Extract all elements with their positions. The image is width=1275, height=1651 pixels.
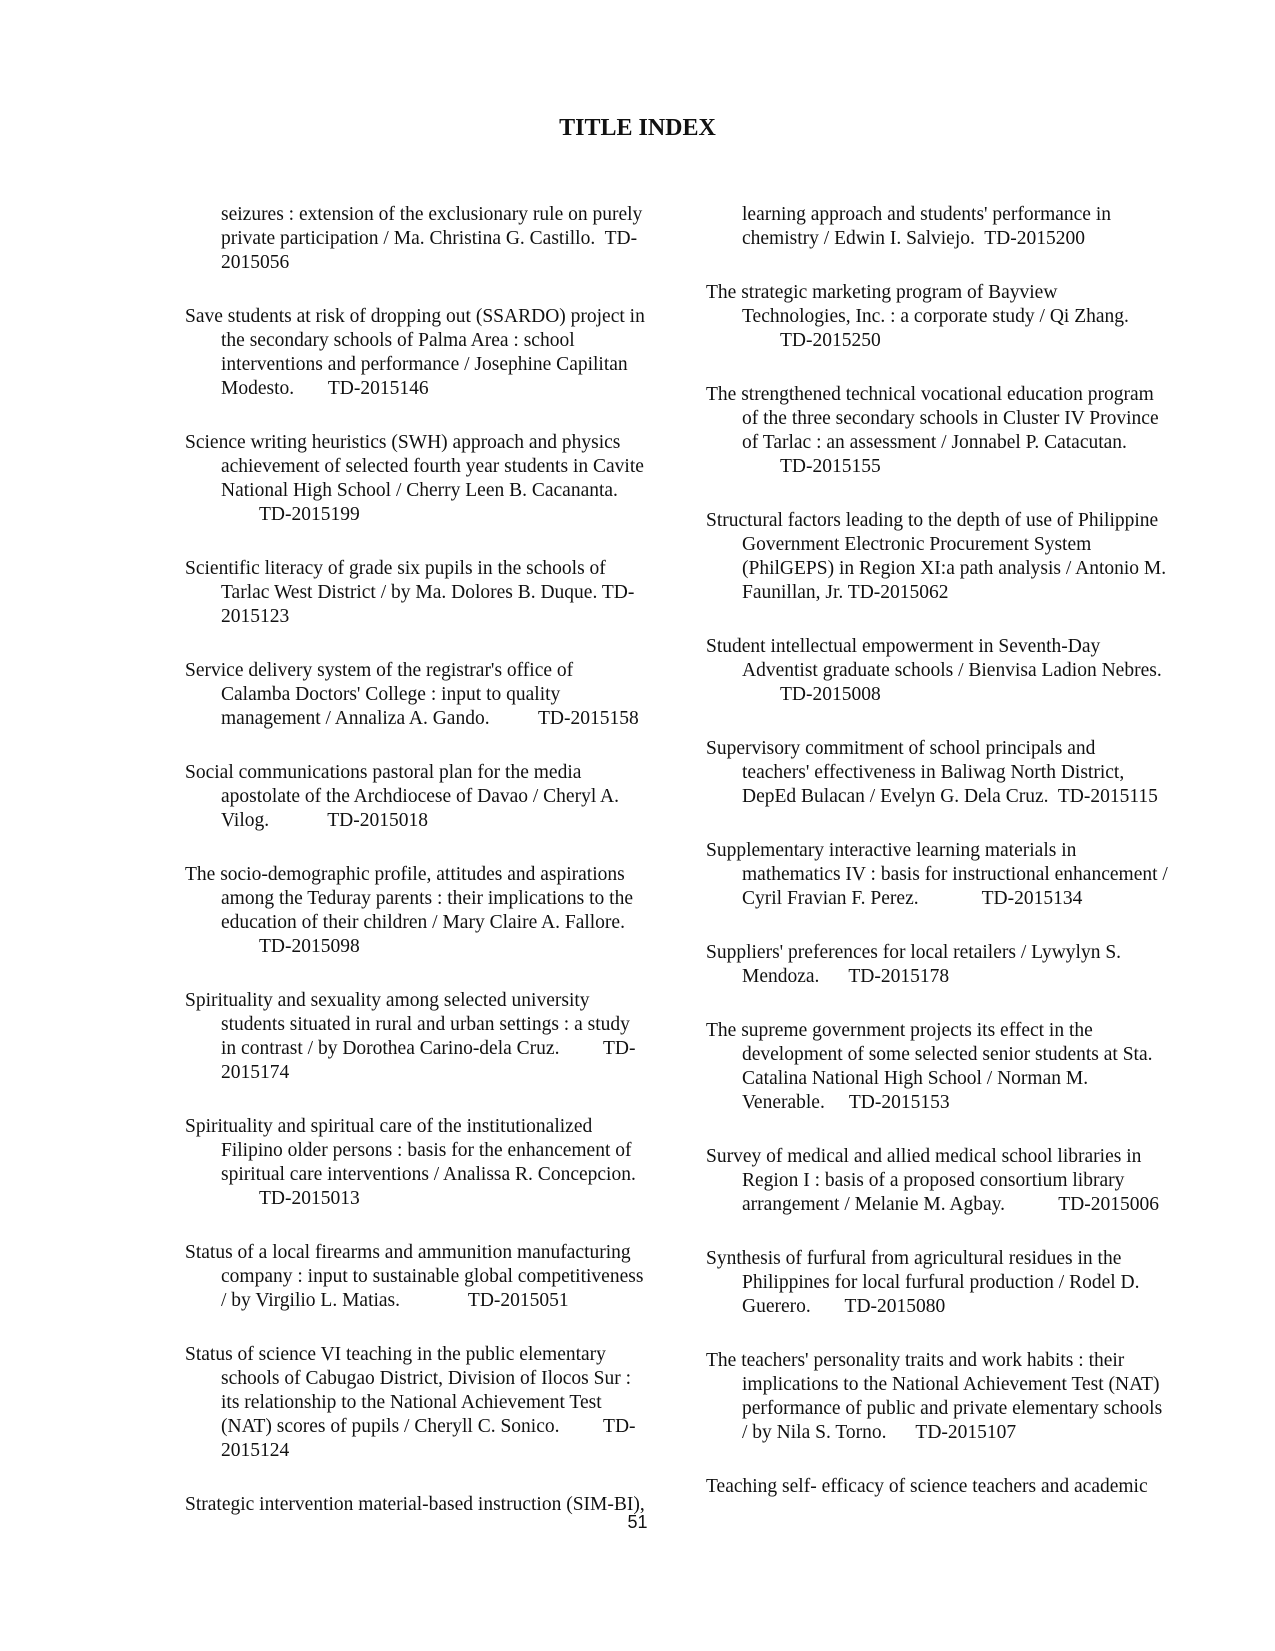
entry-line: The strategic marketing program of Bayview: [706, 282, 1058, 303]
entry-line: schools of Cabugao District, Division of Ilocos Sur :: [221, 1368, 632, 1389]
entry-line: Vilog. TD-2015018: [221, 810, 429, 831]
index-entry: [706, 1247, 1196, 1319]
right-column: [706, 203, 1196, 1499]
entry-line: 2015174: [221, 1062, 290, 1083]
entry-line: education of their children / Mary Claire A. Fallore.: [221, 912, 625, 933]
index-entry: [185, 431, 675, 527]
entry-line: Spirituality and spiritual care of the institutionalized: [185, 1116, 593, 1137]
entry-line: apostolate of the Archdiocese of Davao / Cheryl A.: [221, 786, 620, 807]
index-entry: [706, 281, 1196, 353]
left-column: [185, 203, 675, 1517]
entry-line: National High School / Cherry Leen B. Cacananta.: [221, 480, 618, 501]
entry-line: The teachers' personality traits and work habits : their: [706, 1350, 1125, 1371]
entry-line: among the Teduray parents : their implications to the: [221, 888, 634, 909]
index-entry: [185, 989, 675, 1085]
entry-line: spiritual care interventions / Analissa R. Concepcion.: [221, 1164, 636, 1185]
entry-line: seizures : extension of the exclusionary rule on purely: [221, 204, 643, 225]
page-number: 51: [627, 1512, 648, 1532]
entry-line: (PhilGEPS) in Region XI:a path analysis / Antonio M.: [742, 558, 1167, 579]
entry-line: Tarlac West District / by Ma. Dolores B. Duque. TD-: [221, 582, 635, 603]
entry-line: Region I : basis of a proposed consortium library: [742, 1170, 1125, 1191]
entry-line: Spirituality and sexuality among selected university: [185, 990, 590, 1011]
index-entry: [706, 941, 1196, 989]
entry-line: Suppliers' preferences for local retailers / Lywylyn S.: [706, 942, 1122, 963]
entry-line: 2015123: [221, 606, 290, 627]
entry-line: The supreme government projects its effect in the: [706, 1020, 1093, 1041]
index-entry: [185, 1115, 675, 1211]
entry-line: development of some selected senior students at Sta.: [742, 1044, 1153, 1065]
index-entry: [706, 203, 1196, 251]
index-entry: [185, 1343, 675, 1463]
index-entry: [706, 1475, 1196, 1499]
entry-line: Teaching self- efficacy of science teachers and academic: [706, 1476, 1148, 1497]
entry-line: Social communications pastoral plan for the media: [185, 762, 582, 783]
entry-line: Supplementary interactive learning materials in: [706, 840, 1077, 861]
index-entry: [706, 737, 1196, 809]
page-title: TITLE INDEX: [559, 115, 716, 141]
entry-line: TD-2015155: [780, 456, 881, 477]
index-entry: [185, 203, 675, 275]
entry-line: implications to the National Achievement Test (NAT): [742, 1374, 1160, 1395]
entry-line: The strengthened technical vocational education program: [706, 384, 1154, 405]
entry-line: learning approach and students' performance in: [742, 204, 1111, 225]
index-entry: [185, 1241, 675, 1313]
entry-line: mathematics IV : basis for instructional enhancement /: [742, 864, 1168, 885]
entry-line: Scientific literacy of grade six pupils in the schools of: [185, 558, 606, 579]
entry-line: The socio-demographic profile, attitudes and aspirations: [185, 864, 625, 885]
index-entry: [706, 383, 1196, 479]
entry-line: company : input to sustainable global competitiveness: [221, 1266, 644, 1287]
entry-line: arrangement / Melanie M. Agbay. TD-2015006: [742, 1194, 1159, 1215]
entry-line: (NAT) scores of pupils / Cheryll C. Sonico. TD-: [221, 1416, 636, 1437]
entry-line: its relationship to the National Achievement Test: [221, 1392, 602, 1413]
index-entry: [706, 1145, 1196, 1217]
entry-line: the secondary schools of Palma Area : school: [221, 330, 575, 351]
index-entry: [185, 863, 675, 959]
entry-line: Filipino older persons : basis for the enhancement of: [221, 1140, 632, 1161]
index-entry: [706, 839, 1196, 911]
entry-line: Modesto. TD-2015146: [221, 378, 429, 399]
entry-line: Science writing heuristics (SWH) approach and physics: [185, 432, 621, 453]
entry-line: TD-2015013: [259, 1188, 360, 1209]
entry-line: Save students at risk of dropping out (SSARDO) project in: [185, 306, 645, 327]
index-entry: [185, 659, 675, 731]
entry-line: TD-2015199: [259, 504, 360, 525]
index-entry: [185, 305, 675, 401]
entry-line: Status of science VI teaching in the public elementary: [185, 1344, 606, 1365]
entry-line: / by Nila S. Torno. TD-2015107: [742, 1422, 1017, 1443]
entry-line: of Tarlac : an assessment / Jonnabel P. Catacutan.: [742, 432, 1127, 453]
entry-line: / by Virgilio L. Matias. TD-2015051: [221, 1290, 569, 1311]
entry-line: DepEd Bulacan / Evelyn G. Dela Cruz. TD-2015115: [742, 786, 1158, 807]
entry-line: Cyril Fravian F. Perez. TD-2015134: [742, 888, 1083, 909]
entry-line: private participation / Ma. Christina G. Castillo. TD-: [221, 228, 638, 249]
entry-line: Status of a local firearms and ammunition manufacturing: [185, 1242, 631, 1263]
entry-line: Strategic intervention material-based instruction (SIM-BI),: [185, 1494, 645, 1515]
index-entry: [706, 635, 1196, 707]
entry-line: chemistry / Edwin I. Salviejo. TD-2015200: [742, 228, 1086, 249]
entry-line: 2015056: [221, 252, 290, 273]
entry-line: Technologies, Inc. : a corporate study / Qi Zhang.: [742, 306, 1129, 327]
entry-line: TD-2015008: [780, 684, 881, 705]
entry-line: Calamba Doctors' College : input to quality: [221, 684, 561, 705]
entry-line: in contrast / by Dorothea Carino-dela Cruz. TD-: [221, 1038, 636, 1059]
entry-line: Service delivery system of the registrar's office of: [185, 660, 574, 681]
entry-line: Government Electronic Procurement System: [742, 534, 1092, 555]
entry-line: interventions and performance / Josephine Capilitan: [221, 354, 628, 375]
entry-line: Faunillan, Jr. TD-2015062: [742, 582, 949, 603]
entry-line: TD-2015250: [780, 330, 881, 351]
entry-line: Mendoza. TD-2015178: [742, 966, 950, 987]
index-entry: [706, 509, 1196, 605]
entry-line: Catalina National High School / Norman M.: [742, 1068, 1089, 1089]
entry-line: Guerero. TD-2015080: [742, 1296, 946, 1317]
entry-line: performance of public and private elementary schools: [742, 1398, 1163, 1419]
entry-line: of the three secondary schools in Cluster IV Province: [742, 408, 1159, 429]
entry-line: 2015124: [221, 1440, 290, 1461]
entry-line: Supervisory commitment of school principals and: [706, 738, 1096, 759]
entry-line: Survey of medical and allied medical school libraries in: [706, 1146, 1142, 1167]
entry-line: Philippines for local furfural production / Rodel D.: [742, 1272, 1140, 1293]
index-entry: [185, 761, 675, 833]
index-entry: [706, 1349, 1196, 1445]
entry-line: teachers' effectiveness in Baliwag North District,: [742, 762, 1125, 783]
entry-line: Structural factors leading to the depth of use of Philippine: [706, 510, 1159, 531]
entry-line: Venerable. TD-2015153: [742, 1092, 950, 1113]
entry-line: Synthesis of furfural from agricultural residues in the: [706, 1248, 1122, 1269]
entry-line: TD-2015098: [259, 936, 360, 957]
index-entry: [185, 557, 675, 629]
entry-line: Adventist graduate schools / Bienvisa Ladion Nebres.: [742, 660, 1162, 681]
entry-line: achievement of selected fourth year students in Cavite: [221, 456, 644, 477]
entry-line: students situated in rural and urban settings : a study: [221, 1014, 630, 1035]
entry-line: Student intellectual empowerment in Seventh-Day: [706, 636, 1101, 657]
index-entry: [706, 1019, 1196, 1115]
entry-line: management / Annaliza A. Gando. TD-2015158: [221, 708, 639, 729]
